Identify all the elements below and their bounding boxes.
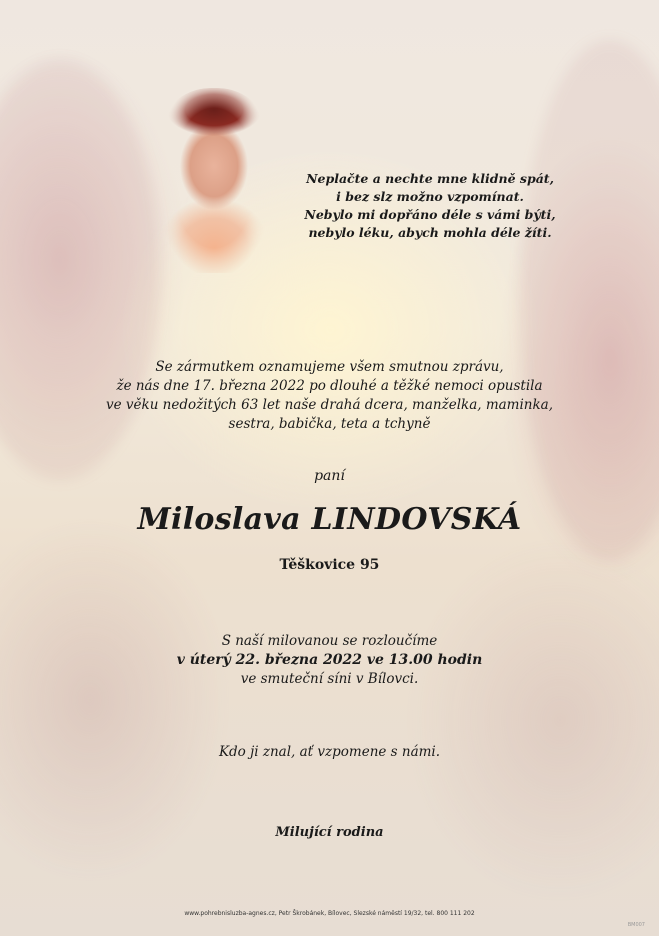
announcement-line: sestra, babička, teta a tchyně (228, 416, 431, 432)
title-prefix: paní (314, 468, 345, 484)
poem (300, 170, 560, 242)
announcement-line: ve věku nedožitých 63 let naše drahá dcera, manželka, maminka, (105, 397, 554, 413)
announcement-line: že nás dne 17. března 2022 po dlouhé a těžké nemoci opustila (116, 378, 543, 394)
poem-line: nebylo léku, abych mohla déle žíti. (308, 225, 552, 240)
announcement-line: Se zármutkem oznamujeme všem smutnou zprávu, (155, 359, 504, 375)
poem-line: Neplačte a nechte mne klidně spát, (306, 171, 554, 186)
ceremony-date: v úterý 22. března 2022 ve 13.00 hodin (176, 652, 483, 668)
ceremony-info (0, 632, 659, 689)
ceremony-place: ve smuteční síni v Bílovci. (240, 671, 419, 687)
family-signature: Milující rodina (275, 825, 384, 840)
deceased-name: Miloslava LINDOVSKÁ (137, 502, 522, 537)
portrait-photo (158, 88, 270, 273)
address: Těškovice 95 (279, 557, 380, 573)
footer-contact: www.pohrebnisluzba-agnes.cz, Petr Škrobánek, Bílovec, Slezské náměstí 19/32, tel. 800 111 202 (184, 910, 475, 917)
corner-code: BM007 (627, 922, 645, 928)
poem-line: i bez slz možno vzpomínat. (336, 189, 524, 204)
poem-line: Nebylo mi dopřáno déle s vámi býti, (304, 207, 556, 222)
ceremony-line: S naší milovanou se rozloučíme (221, 633, 438, 649)
memory-line: Kdo ji znal, ať vzpomene s námi. (218, 744, 441, 760)
announcement-text (0, 358, 659, 434)
